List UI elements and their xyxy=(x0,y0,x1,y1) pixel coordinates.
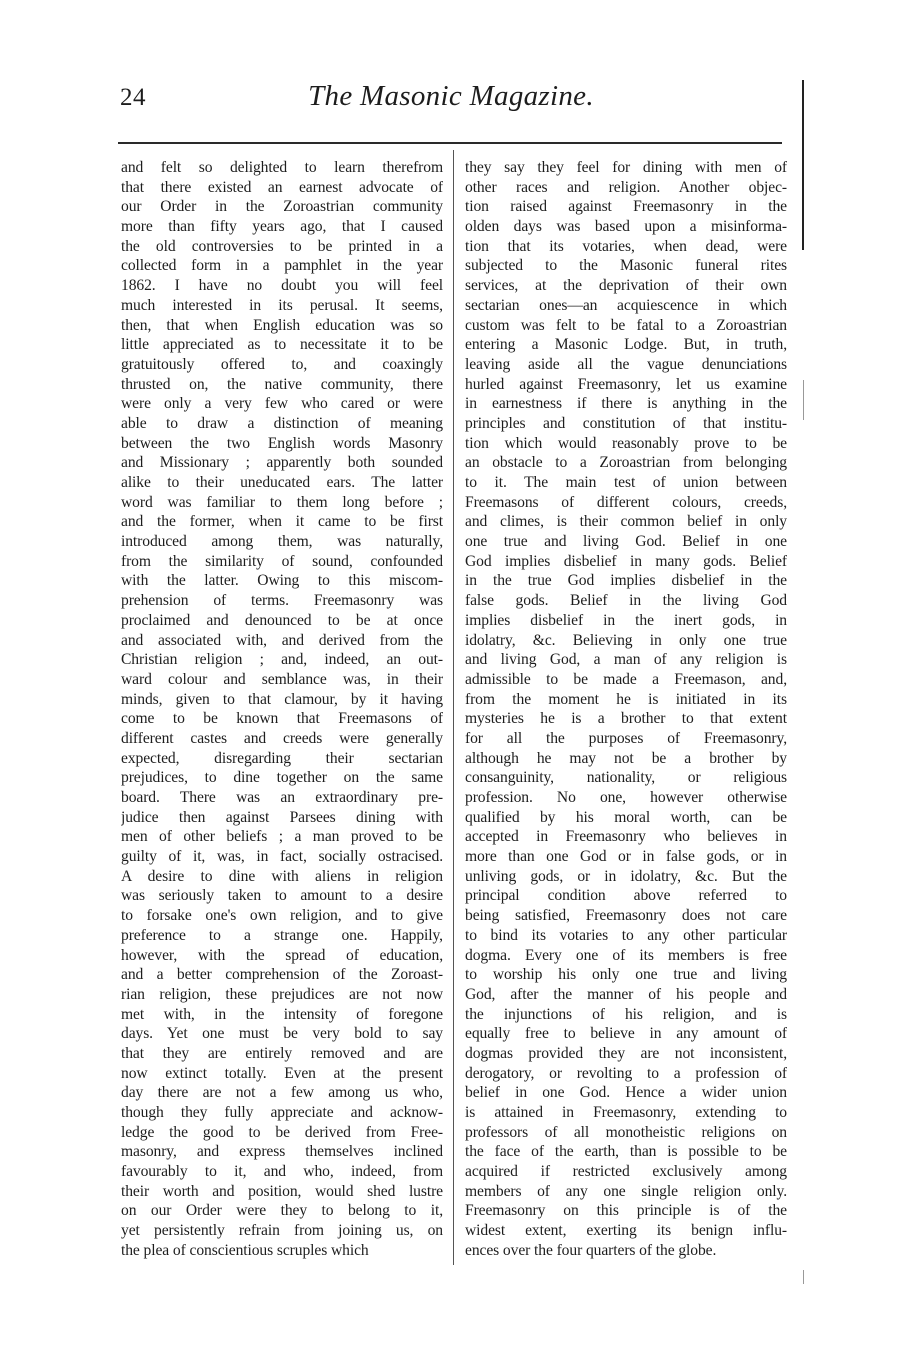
text-line: prejudices, to dine together on the same xyxy=(121,769,443,787)
text-line: tion raised against Freemasonry in the xyxy=(465,198,787,216)
text-line: able to draw a distinction of meaning xyxy=(121,414,443,432)
text-line: the plea of conscientious scruples which xyxy=(121,1241,369,1259)
text-line: minds, given to that clamour, by it having xyxy=(121,690,443,708)
text-line: come to be known that Freemasons of xyxy=(121,710,443,728)
text-line: professors of all monotheistic religions on xyxy=(465,1123,787,1141)
text-line: dogma. Every one of its members is free xyxy=(465,946,787,964)
text-line: they say they feel for dining with men of xyxy=(465,159,787,176)
text-line: men of other beliefs ; a man proved to be xyxy=(121,828,443,846)
text-line: to worship his only one true and living xyxy=(465,966,787,984)
text-line: little appreciated as to necessitate it to be xyxy=(121,336,443,354)
text-line: to bind its votaries to any other particular xyxy=(465,926,787,944)
left-column xyxy=(121,158,443,1261)
text-line: then, that when English education was so xyxy=(121,316,443,334)
text-line: guilty of it, was, in fact, socially ostracised. xyxy=(121,848,443,866)
text-line: leaving aside all the vague denunciations xyxy=(465,355,787,373)
text-line: much interested in its perusal. It seems, xyxy=(121,296,443,314)
text-line: with the latter. Owing to this miscom- xyxy=(121,572,443,590)
text-line: however, with the spread of education, xyxy=(121,946,443,964)
text-line: now extinct totally. Even at the present xyxy=(121,1064,443,1082)
text-line: ward colour and semblance was, in their xyxy=(121,670,443,688)
text-line: admissible to be made a Freemason, and, xyxy=(465,670,787,688)
text-line: introduced among them, was naturally, xyxy=(121,533,443,551)
text-line: principles and constitution of that institu- xyxy=(465,414,787,432)
text-line: God implies disbelief in many gods. Belief xyxy=(465,552,787,570)
text-line: board. There was an extraordinary pre- xyxy=(121,789,443,806)
text-line: more than one God or in false gods, or in xyxy=(465,848,787,866)
text-line: from the similarity of sound, confounded xyxy=(121,552,443,570)
text-line: expected, disregarding their sectarian xyxy=(121,749,443,767)
text-line: that there existed an earnest advocate of xyxy=(121,178,443,196)
text-line: tion which would reasonably prove to be xyxy=(465,434,787,452)
text-line: on our Order were they to belong to it, xyxy=(121,1202,443,1220)
text-line: 1862. I have no doubt you will feel xyxy=(121,277,443,295)
text-line: hurled against Freemasonry, let us examine xyxy=(465,375,787,393)
text-line: being satisfied, Freemasonry does not care xyxy=(465,907,787,925)
text-line: days. Yet one must be very bold to say xyxy=(121,1025,443,1043)
text-line: was seriously taken to amount to a desire xyxy=(121,887,443,905)
text-line: Freemasonry on this principle is of the xyxy=(465,1202,787,1220)
text-line: their worth and position, would shed lustre xyxy=(121,1182,443,1200)
text-line: word was familiar to them long before ; xyxy=(121,493,443,511)
right-column xyxy=(465,158,787,1261)
text-line: though they fully appreciate and acknow- xyxy=(121,1104,443,1121)
text-line: Christian religion ; and, indeed, an out- xyxy=(121,651,443,669)
text-line: ences over the four quarters of the globe. xyxy=(465,1241,717,1259)
text-line: and climes, is their common belief in only xyxy=(465,513,787,531)
text-line: rian religion, these prejudices are not now xyxy=(121,985,443,1003)
running-title: The Masonic Magazine. xyxy=(308,80,594,112)
text-line: from the moment he is initiated in its xyxy=(465,690,787,708)
text-line: to forsake one's own religion, and to give xyxy=(121,907,443,925)
text-line: and a better comprehension of the Zoroast- xyxy=(121,966,443,984)
text-line: custom was felt to be fatal to a Zoroastrian xyxy=(465,316,787,334)
text-line: and associated with, and derived from the xyxy=(121,631,443,649)
page-edge-mark xyxy=(803,1270,804,1284)
text-line: yet persistently refrain from joining us, on xyxy=(121,1222,443,1240)
text-line: proclaimed and denounced to be at once xyxy=(121,611,443,629)
text-line: and Missionary ; apparently both sounded xyxy=(121,454,443,472)
text-line: for all the purposes of Freemasonry, xyxy=(465,729,787,747)
text-line: A desire to dine with aliens in religion xyxy=(121,867,443,885)
text-line: equally free to believe in any amount of xyxy=(465,1025,787,1043)
text-line: met with, in the intensity of foregone xyxy=(121,1005,443,1023)
text-line: implies disbelief in the inert gods, in xyxy=(465,611,787,629)
text-line: preference to a strange one. Happily, xyxy=(121,926,443,944)
text-line: thrusted on, the native community, there xyxy=(121,375,443,393)
text-line: qualified by his moral worth, can be xyxy=(465,808,787,826)
text-line: one true and living God. Belief in one xyxy=(465,533,787,551)
text-line: olden days was based upon a misinforma- xyxy=(465,218,787,236)
page-number: 24 xyxy=(120,84,146,111)
header-rule xyxy=(118,142,782,144)
text-line: in the true God implies disbelief in the xyxy=(465,572,787,590)
text-line: entering a Masonic Lodge. But, in truth, xyxy=(465,336,787,354)
text-line: alike to their uneducated ears. The latter xyxy=(121,474,443,491)
text-line: judice then against Parsees dining with xyxy=(121,808,443,826)
text-line: tion that its votaries, when dead, were xyxy=(465,237,787,255)
text-line: masonry, and express themselves inclined xyxy=(121,1143,443,1161)
text-line: the injunctions of his religion, and is xyxy=(465,1005,787,1023)
text-line: members of any one single religion only. xyxy=(465,1182,787,1200)
page-edge-mark xyxy=(802,80,804,250)
text-line: and the former, when it came to be first xyxy=(121,513,443,531)
text-line: collected form in a pamphlet in the year xyxy=(121,257,443,275)
text-line: subjected to the Masonic funeral rites xyxy=(465,257,787,275)
text-line: and felt so delighted to learn therefrom xyxy=(121,159,443,176)
text-line: between the two English words Masonry xyxy=(121,434,443,452)
text-line: consanguinity, nationality, or religious xyxy=(465,769,787,787)
text-line: belief in one God. Hence a wider union xyxy=(465,1084,787,1102)
text-line: that they are entirely removed and are xyxy=(121,1044,443,1062)
text-line: day there are not a few among us who, xyxy=(121,1084,443,1102)
text-line: God, after the manner of his people and xyxy=(465,985,787,1003)
text-line: ledge the good to be derived from Free- xyxy=(121,1123,443,1141)
text-line: unliving gods, or in idolatry, &c. But the xyxy=(465,867,787,885)
text-line: mysteries he is a brother to that extent xyxy=(465,710,787,728)
text-line: sectarian ones—an acquiescence in which xyxy=(465,296,787,314)
text-line: is attained in Freemasonry, extending to xyxy=(465,1104,787,1121)
text-line: different castes and creeds were generally xyxy=(121,729,443,747)
text-line: acquired if restricted exclusively among xyxy=(465,1163,787,1181)
text-line: although he may not be a brother by xyxy=(465,749,787,767)
text-line: the old controversies to be printed in a xyxy=(121,237,443,255)
text-line: more than fifty years ago, that I caused xyxy=(121,218,443,236)
text-line: prehension of terms. Freemasonry was xyxy=(121,592,443,610)
text-line: our Order in the Zoroastrian community xyxy=(121,198,443,216)
text-line: were only a very few who cared or were xyxy=(121,395,443,413)
text-line: derogatory, or revolting to a profession of xyxy=(465,1064,787,1082)
text-line: profession. No one, however otherwise xyxy=(465,789,787,806)
text-line: and living God, a man of any religion is xyxy=(465,651,787,669)
text-line: false gods. Belief in the living God xyxy=(465,592,787,610)
text-line: an obstacle to a Zoroastrian from belonging xyxy=(465,454,787,472)
text-line: accepted in Freemasonry who believes in xyxy=(465,828,787,846)
text-line: favourably to it, and who, indeed, from xyxy=(121,1163,443,1181)
text-line: idolatry, &c. Believing in only one true xyxy=(465,631,787,649)
text-line: to it. The main test of union between xyxy=(465,474,787,491)
text-line: the face of the earth, than is possible to be xyxy=(465,1143,787,1161)
text-line: widest extent, exerting its benign influ- xyxy=(465,1222,787,1240)
text-line: Freemasons of different colours, creeds, xyxy=(465,493,787,511)
text-line: services, at the deprivation of their own xyxy=(465,277,787,295)
text-line: dogmas provided they are not inconsistent, xyxy=(465,1044,787,1062)
text-line: other races and religion. Another objec- xyxy=(465,178,787,196)
page-edge-mark xyxy=(803,380,804,420)
page-header xyxy=(120,80,782,124)
text-line: gratuitously offered to, and coaxingly xyxy=(121,355,443,373)
text-line: in earnestness if there is anything in the xyxy=(465,395,787,413)
text-line: principal condition above referred to xyxy=(465,887,787,905)
column-divider xyxy=(453,150,454,1265)
